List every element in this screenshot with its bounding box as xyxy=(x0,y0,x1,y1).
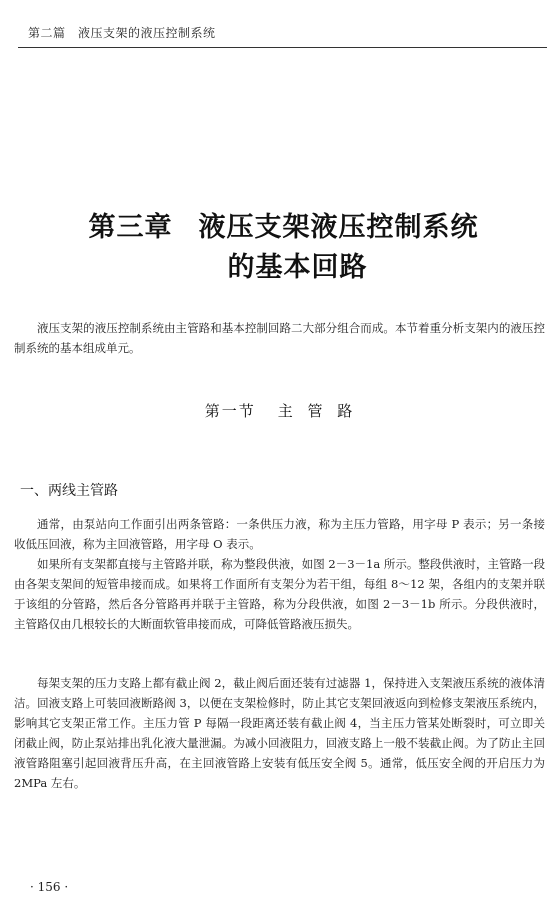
running-header: 第二篇 液压支架的液压控制系统 xyxy=(28,26,216,40)
page-number: · 156 · xyxy=(30,880,69,894)
section-title-text: 主 管 路 xyxy=(277,402,355,420)
chapter-title xyxy=(0,208,559,288)
body-paragraph-1: 通常，由泵站向工作面引出两条管路：一条供压力液，称为主压力管路，用字母 P 表示；另一条接收低压回液，称为主回液管路，用字母 O 表示。 xyxy=(14,517,545,551)
body-paragraph-2: 如果所有支架都直接与主管路并联，称为整段供液，如图 2－3－1a 所示。整段供液时，主管路一段由各架支架间的短管串接而成。如果将工作面所有支架分为若干组，每组 8～12 架，各组内的支架并联于该组的分管路，然后各分管路再并联于主管路，称为分段供液，如图 2－3－1b 所示。分段供液时，主管路仅由几根较长的大断面软管串接而成，可降低管路液压损失。 xyxy=(14,557,545,631)
header-divider xyxy=(18,47,547,48)
subsection-heading: 一、两线主管路 xyxy=(20,483,118,499)
section-title xyxy=(0,400,559,421)
intro-paragraph: 液压支架的液压控制系统由主管路和基本控制回路二大部分组合而成。本节着重分析支架内的液压控制系统的基本组成单元。 xyxy=(14,321,545,355)
chapter-title-line-2: 的基本回路 xyxy=(227,252,368,283)
body-paragraph-3: 每架支架的压力支路上都有截止阀 2，截止阀后面还装有过滤器 1，保持进入支架液压系统的液体清洁。回液支路上可装回液断路阀 3，以便在支架检修时，防止其它支架回液返向到检修支架液压系统内，影响其它支架正常工作。主压力管 P 每隔一段距离还装有截止阀 4，当主压力管某处断裂时，可立即关闭截止阀，防止泵站排出乳化液大量泄漏。为减小回液阻力，回液支路上一般不装截止阀。为了防止主回液管路阻塞引起回液背压升高，在主回液管路上安装有低压安全阀 5。通常，低压安全阀的开启压力为 2MPa 左右。 xyxy=(14,676,545,790)
section-number: 第一节 xyxy=(204,402,256,420)
chapter-title-text-1: 液压支架液压控制系统 xyxy=(198,212,479,243)
chapter-number: 第三章 xyxy=(88,212,173,243)
chapter-title-line-1 xyxy=(0,208,559,248)
